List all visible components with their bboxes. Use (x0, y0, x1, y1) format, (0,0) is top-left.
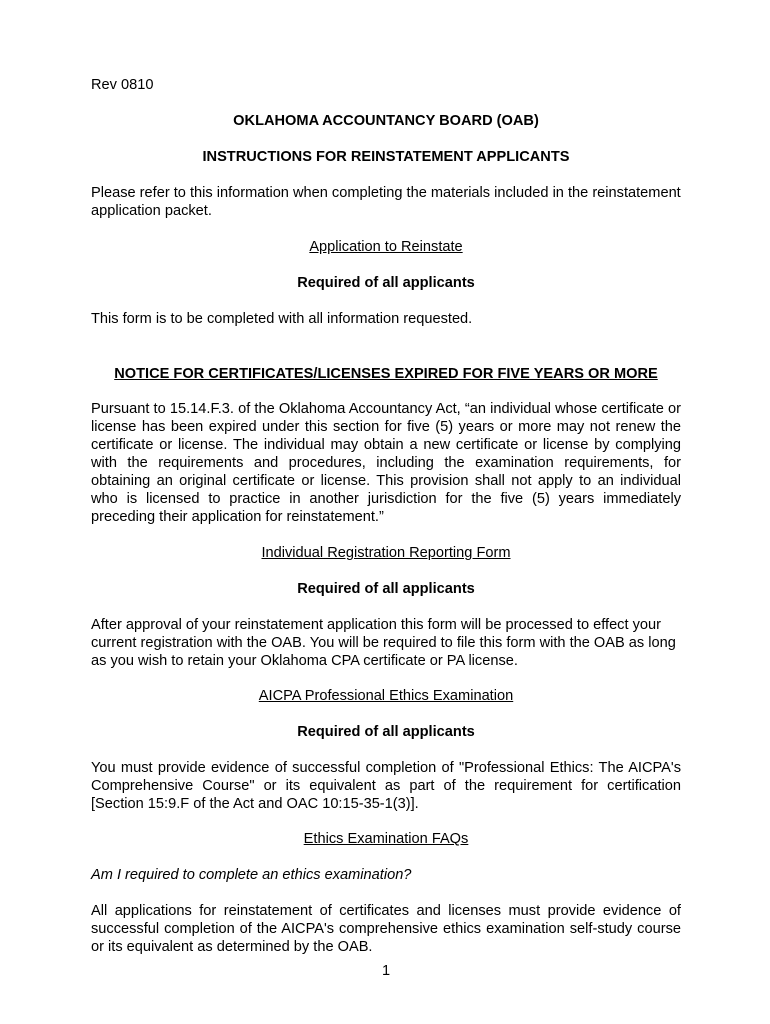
ethics-section-title: AICPA Professional Ethics Examination (258, 688, 514, 704)
registration-paragraph: After approval of your reinstatement application this form will be processed to effect your current registration with the OAB. You will be required to file this form with the OAB as long as you wish to retain your Oklahoma CPA certificate or PA license. (91, 617, 676, 669)
faqs-section-title: Ethics Examination FAQs (303, 831, 469, 847)
notice-paragraph: Pursuant to 15.14.F.3. of the Oklahoma Accountancy Act, “an individual whose certificate or license has been expired under this section for five (5) years or more may not renew the certificate or license. The individual may obtain a new certificate or license by complying with the requirements and procedures, including the examination requirements, for obtaining an original certificate or license. This provision shall not apply to an individual who is licensed to practice in another jurisdiction for the five (5) years immediately preceding their application for reinstatement.” (91, 401, 681, 525)
application-required-label: Required of all applicants (297, 275, 475, 291)
intro-paragraph: Please refer to this information when completing the materials included in the reinstatement application packet. (91, 185, 681, 219)
registration-section-title: Individual Registration Reporting Form (261, 545, 511, 561)
faq-answer: All applications for reinstatement of certificates and licenses must provide evidence of successful completion of the AICPA's comprehensive ethics examination self-study course or its equivalent as determined by the OAB. (91, 903, 681, 955)
application-section-title: Application to Reinstate (309, 239, 463, 255)
ethics-paragraph: You must provide evidence of successful completion of "Professional Ethics: The AICPA's Comprehensive Course" or its equivalent as part of the requirement for certification [Section 15:9.F of the Act and OAC 10:15-35-1(3)]. (91, 760, 681, 812)
page-number: 1 (381, 963, 391, 979)
registration-required-label: Required of all applicants (297, 581, 475, 597)
faq-question: Am I required to complete an ethics examination? (91, 867, 412, 883)
application-paragraph: This form is to be completed with all information requested. (91, 311, 473, 327)
document-heading: OKLAHOMA ACCOUNTANCY BOARD (OAB) (233, 113, 539, 129)
ethics-required-label: Required of all applicants (297, 724, 475, 740)
document-subheading: INSTRUCTIONS FOR REINSTATEMENT APPLICANTS (202, 149, 570, 165)
revision-label: Rev 0810 (91, 77, 154, 93)
notice-section-title: NOTICE FOR CERTIFICATES/LICENSES EXPIRED FOR FIVE YEARS OR MORE (114, 366, 658, 382)
